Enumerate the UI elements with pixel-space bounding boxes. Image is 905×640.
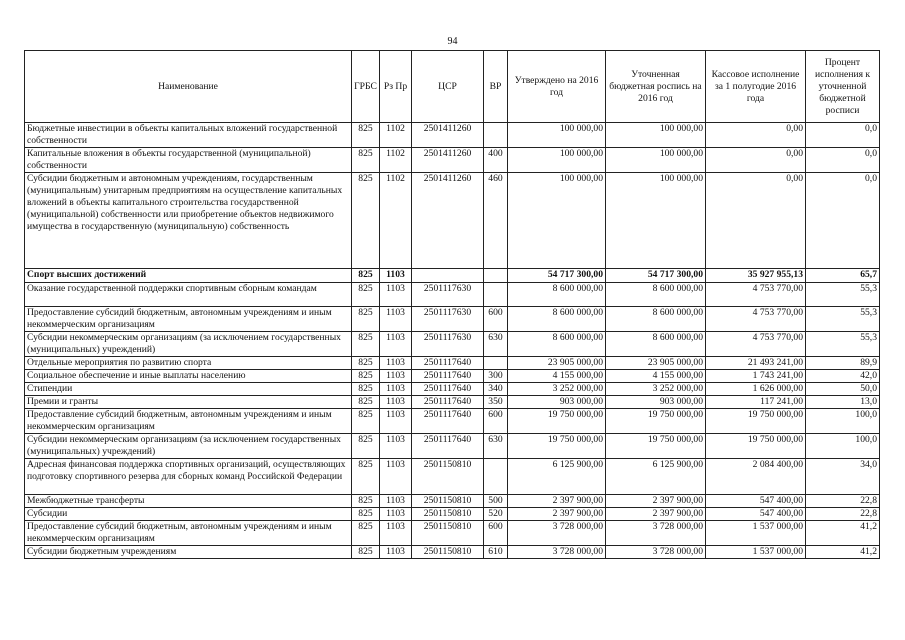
cell-cash: 547 400,00 [706,508,806,521]
cell-cash: 1 626 000,00 [706,383,806,396]
cell-rzpr: 1103 [380,495,412,508]
cell-csr: 2501150810 [412,495,484,508]
cell-approved: 3 728 000,00 [508,546,606,559]
cell-grbs: 825 [352,269,380,283]
cell-rzpr: 1103 [380,307,412,332]
cell-refined: 23 905 000,00 [606,357,706,370]
cell-vr: 300 [484,370,508,383]
cell-cash: 21 493 241,00 [706,357,806,370]
cell-rzpr: 1103 [380,269,412,283]
cell-name: Бюджетные инвестиции в объекты капитальных вложений государственной собственности [25,123,352,148]
cell-name: Оказание государственной поддержки спортивным сборным командам [25,283,352,307]
cell-percent: 50,0 [806,383,880,396]
cell-grbs: 825 [352,459,380,495]
cell-grbs: 825 [352,332,380,357]
cell-approved: 23 905 000,00 [508,357,606,370]
cell-rzpr: 1103 [380,434,412,459]
cell-grbs: 825 [352,495,380,508]
cell-vr: 630 [484,332,508,357]
cell-percent: 22,8 [806,508,880,521]
cell-csr: 2501150810 [412,546,484,559]
cell-grbs: 825 [352,123,380,148]
cell-percent: 89,9 [806,357,880,370]
table-row [25,409,880,434]
cell-name: Стипендии [25,383,352,396]
table-row [25,546,880,559]
cell-percent: 42,0 [806,370,880,383]
cell-cash: 0,00 [706,123,806,148]
cell-name: Субсидии бюджетным и автономным учреждениям, государственным (муниципальным) унитарным предприятиям на осуществление капитальных вложений в объекты капитального строительства государственной (муниципальной) собственности или приобретение объектов недвижимого имущества в государственную (муниципальную) собственность [25,173,352,269]
table-row [25,508,880,521]
table-row [25,434,880,459]
cell-csr: 2501117640 [412,434,484,459]
cell-name: Социальное обеспечение и иные выплаты населению [25,370,352,383]
cell-grbs: 825 [352,307,380,332]
cell-approved: 8 600 000,00 [508,307,606,332]
cell-percent: 55,3 [806,283,880,307]
header-row [25,51,880,123]
cell-approved: 100 000,00 [508,148,606,173]
cell-grbs: 825 [352,546,380,559]
cell-rzpr: 1103 [380,508,412,521]
cell-cash: 547 400,00 [706,495,806,508]
cell-percent: 34,0 [806,459,880,495]
cell-approved: 8 600 000,00 [508,332,606,357]
cell-grbs: 825 [352,396,380,409]
cell-vr: 500 [484,495,508,508]
header-csr: ЦСР [412,51,484,123]
cell-refined: 19 750 000,00 [606,434,706,459]
cell-name: Адресная финансовая поддержка спортивных организаций, осуществляющих подготовку спортивного резерва для сборных команд Российской Федерации [25,459,352,495]
cell-name: Субсидии некоммерческим организациям (за исключением государственных (муниципальных) учреждений) [25,332,352,357]
table-row [25,383,880,396]
cell-rzpr: 1102 [380,173,412,269]
cell-percent: 0,0 [806,123,880,148]
cell-percent: 0,0 [806,148,880,173]
cell-percent: 13,0 [806,396,880,409]
cell-approved: 100 000,00 [508,173,606,269]
cell-cash: 2 084 400,00 [706,459,806,495]
cell-csr: 2501411260 [412,123,484,148]
cell-refined: 2 397 900,00 [606,508,706,521]
table-row [25,357,880,370]
cell-cash: 117 241,00 [706,396,806,409]
cell-name: Капитальные вложения в объекты государственной (муниципальной) собственности [25,148,352,173]
cell-csr: 2501150810 [412,459,484,495]
cell-percent: 100,0 [806,409,880,434]
cell-name: Межбюджетные трансферты [25,495,352,508]
cell-vr [484,123,508,148]
cell-vr: 600 [484,409,508,434]
cell-cash: 0,00 [706,148,806,173]
cell-refined: 3 728 000,00 [606,546,706,559]
cell-csr: 2501117640 [412,409,484,434]
cell-grbs: 825 [352,283,380,307]
cell-refined: 3 728 000,00 [606,521,706,546]
cell-name: Предоставление субсидий бюджетным, автономным учреждениям и иным некоммерческим организациям [25,521,352,546]
cell-approved: 2 397 900,00 [508,508,606,521]
cell-approved: 3 728 000,00 [508,521,606,546]
cell-percent: 22,8 [806,495,880,508]
cell-approved: 19 750 000,00 [508,409,606,434]
table-row [25,370,880,383]
cell-rzpr: 1103 [380,370,412,383]
cell-percent: 55,3 [806,332,880,357]
cell-vr: 600 [484,307,508,332]
cell-rzpr: 1103 [380,283,412,307]
cell-grbs: 825 [352,357,380,370]
cell-percent: 100,0 [806,434,880,459]
cell-refined: 54 717 300,00 [606,269,706,283]
cell-grbs: 825 [352,508,380,521]
cell-name: Отдельные мероприятия по развитию спорта [25,357,352,370]
cell-cash: 1 743 241,00 [706,370,806,383]
cell-refined: 4 155 000,00 [606,370,706,383]
cell-refined: 3 252 000,00 [606,383,706,396]
cell-cash: 4 753 770,00 [706,307,806,332]
table-row [25,495,880,508]
cell-vr: 610 [484,546,508,559]
cell-percent: 0,0 [806,173,880,269]
cell-rzpr: 1103 [380,521,412,546]
cell-grbs: 825 [352,434,380,459]
table-row [25,283,880,307]
cell-vr: 460 [484,173,508,269]
cell-name: Премии и гранты [25,396,352,409]
cell-grbs: 825 [352,148,380,173]
table-row [25,269,880,283]
cell-vr: 520 [484,508,508,521]
cell-percent: 65,7 [806,269,880,283]
cell-approved: 100 000,00 [508,123,606,148]
cell-grbs: 825 [352,370,380,383]
cell-approved: 2 397 900,00 [508,495,606,508]
cell-percent: 41,2 [806,546,880,559]
table-row [25,332,880,357]
header-rzpr: Рз Пр [380,51,412,123]
header-cash: Кассовое исполнение за 1 полугодие 2016 года [706,51,806,123]
cell-approved: 4 155 000,00 [508,370,606,383]
cell-name: Субсидии [25,508,352,521]
cell-cash: 1 537 000,00 [706,521,806,546]
cell-vr [484,357,508,370]
cell-csr: 2501411260 [412,148,484,173]
cell-csr: 2501150810 [412,521,484,546]
cell-cash: 0,00 [706,173,806,269]
cell-csr: 2501117640 [412,357,484,370]
cell-csr: 2501117630 [412,307,484,332]
cell-vr [484,459,508,495]
header-percent: Процент исполнения к уточненной бюджетной росписи [806,51,880,123]
cell-rzpr: 1102 [380,148,412,173]
cell-cash: 4 753 770,00 [706,283,806,307]
cell-rzpr: 1103 [380,357,412,370]
cell-grbs: 825 [352,409,380,434]
cell-grbs: 825 [352,521,380,546]
table-row [25,123,880,148]
cell-vr: 350 [484,396,508,409]
cell-refined: 8 600 000,00 [606,332,706,357]
cell-refined: 8 600 000,00 [606,283,706,307]
cell-name: Спорт высших достижений [25,269,352,283]
header-refined: Уточненная бюджетная роспись на 2016 год [606,51,706,123]
cell-rzpr: 1103 [380,396,412,409]
cell-csr: 2501117630 [412,283,484,307]
cell-vr: 400 [484,148,508,173]
cell-vr: 340 [484,383,508,396]
cell-percent: 41,2 [806,521,880,546]
cell-grbs: 825 [352,173,380,269]
cell-cash: 1 537 000,00 [706,546,806,559]
page-number: 94 [447,36,458,47]
cell-refined: 903 000,00 [606,396,706,409]
cell-refined: 100 000,00 [606,123,706,148]
cell-name: Предоставление субсидий бюджетным, автономным учреждениям и иным некоммерческим организациям [25,307,352,332]
cell-rzpr: 1103 [380,546,412,559]
cell-cash: 35 927 955,13 [706,269,806,283]
header-name: Наименование [25,51,352,123]
cell-approved: 6 125 900,00 [508,459,606,495]
table-row [25,148,880,173]
table-row [25,396,880,409]
cell-vr: 630 [484,434,508,459]
cell-rzpr: 1103 [380,332,412,357]
cell-grbs: 825 [352,383,380,396]
cell-rzpr: 1103 [380,459,412,495]
cell-csr: 2501117640 [412,370,484,383]
cell-refined: 2 397 900,00 [606,495,706,508]
cell-name: Субсидии некоммерческим организациям (за исключением государственных (муниципальных) учреждений) [25,434,352,459]
cell-name: Субсидии бюджетным учреждениям [25,546,352,559]
cell-vr: 600 [484,521,508,546]
cell-vr [484,283,508,307]
header-grbs: ГРБС [352,51,380,123]
table-row [25,173,880,269]
cell-csr: 2501117640 [412,383,484,396]
cell-approved: 8 600 000,00 [508,283,606,307]
cell-refined: 100 000,00 [606,173,706,269]
cell-refined: 19 750 000,00 [606,409,706,434]
cell-csr: 2501117640 [412,396,484,409]
cell-csr: 2501117630 [412,332,484,357]
cell-approved: 19 750 000,00 [508,434,606,459]
cell-name: Предоставление субсидий бюджетным, автономным учреждениям и иным некоммерческим организациям [25,409,352,434]
cell-refined: 8 600 000,00 [606,307,706,332]
cell-approved: 3 252 000,00 [508,383,606,396]
cell-percent: 55,3 [806,307,880,332]
cell-cash: 19 750 000,00 [706,409,806,434]
cell-refined: 100 000,00 [606,148,706,173]
cell-rzpr: 1103 [380,383,412,396]
cell-cash: 19 750 000,00 [706,434,806,459]
table-row [25,307,880,332]
cell-csr: 2501150810 [412,508,484,521]
cell-csr [412,269,484,283]
cell-approved: 903 000,00 [508,396,606,409]
cell-approved: 54 717 300,00 [508,269,606,283]
cell-csr: 2501411260 [412,173,484,269]
header-approved: Утверждено на 2016 год [508,51,606,123]
cell-rzpr: 1102 [380,123,412,148]
cell-refined: 6 125 900,00 [606,459,706,495]
cell-cash: 4 753 770,00 [706,332,806,357]
header-vr: ВР [484,51,508,123]
cell-rzpr: 1103 [380,409,412,434]
table-row [25,521,880,546]
budget-table [24,50,880,559]
table-row [25,459,880,495]
cell-vr [484,269,508,283]
